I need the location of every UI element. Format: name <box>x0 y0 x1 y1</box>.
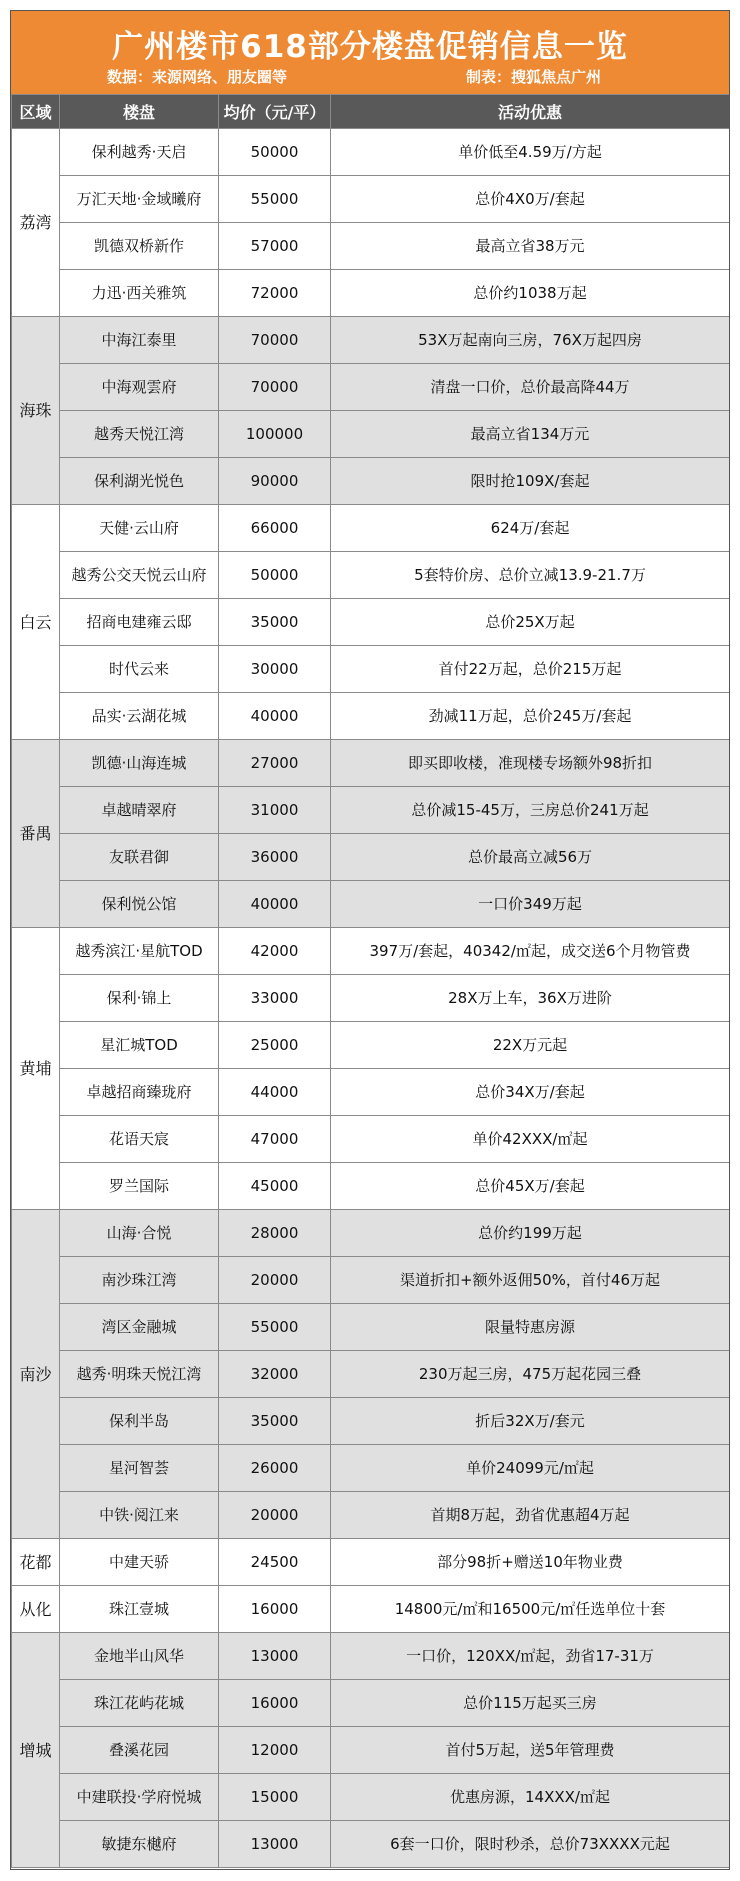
project-cell: 山海·合悦 <box>60 1210 219 1257</box>
promo-cell: 单价低至4.59万/方起 <box>331 129 730 176</box>
table-row <box>12 1398 730 1445</box>
promo-cell: 总价25X万起 <box>331 599 730 646</box>
promo-cell: 397万/套起，40342/㎡起，成交送6个月物管费 <box>331 928 730 975</box>
district-cell: 南沙 <box>12 1210 60 1539</box>
price-cell: 20000 <box>219 1492 331 1539</box>
promo-cell: 劲减11万起，总价245万/套起 <box>331 693 730 740</box>
project-cell: 越秀公交天悦云山府 <box>60 552 219 599</box>
table-row <box>12 1586 730 1633</box>
project-cell: 花语天宸 <box>60 1116 219 1163</box>
table-row <box>12 1492 730 1539</box>
table-header-row <box>12 95 730 129</box>
promo-cell: 总价34X万/套起 <box>331 1069 730 1116</box>
table-row <box>12 223 730 270</box>
price-cell: 45000 <box>219 1163 331 1210</box>
promo-cell: 单价24099元/㎡起 <box>331 1445 730 1492</box>
promo-cell: 6套一口价，限时秒杀，总价73XXXX元起 <box>331 1821 730 1868</box>
project-cell: 保利越秀·天启 <box>60 129 219 176</box>
district-cell: 海珠 <box>12 317 60 505</box>
project-cell: 星河智荟 <box>60 1445 219 1492</box>
promo-cell: 总价115万起买三房 <box>331 1680 730 1727</box>
promo-cell: 一口价349万起 <box>331 881 730 928</box>
promo-cell: 230万起三房，475万起花园三叠 <box>331 1351 730 1398</box>
price-cell: 50000 <box>219 129 331 176</box>
district-cell: 从化 <box>12 1586 60 1633</box>
project-cell: 中海观雲府 <box>60 364 219 411</box>
promo-cell: 限量特惠房源 <box>331 1304 730 1351</box>
price-cell: 16000 <box>219 1586 331 1633</box>
price-cell: 28000 <box>219 1210 331 1257</box>
promo-cell: 总价约199万起 <box>331 1210 730 1257</box>
promo-cell: 总价4X0万/套起 <box>331 176 730 223</box>
table-row <box>12 1633 730 1680</box>
project-cell: 湾区金融城 <box>60 1304 219 1351</box>
promo-cell: 一口价，120XX/㎡起，劲省17-31万 <box>331 1633 730 1680</box>
price-cell: 40000 <box>219 881 331 928</box>
district-cell: 黄埔 <box>12 928 60 1210</box>
promo-cell: 折后32X万/套元 <box>331 1398 730 1445</box>
price-cell: 55000 <box>219 176 331 223</box>
project-cell: 中铁·阅江来 <box>60 1492 219 1539</box>
maker-note: 制表：搜狐焦点广州 <box>466 68 602 86</box>
promo-cell: 最高立省134万元 <box>331 411 730 458</box>
table-body <box>12 129 730 1868</box>
column-header-promo: 活动优惠 <box>331 95 730 129</box>
promo-cell: 首期8万起，劲省优惠超4万起 <box>331 1492 730 1539</box>
project-cell: 保利·锦上 <box>60 975 219 1022</box>
table-row <box>12 505 730 552</box>
project-cell: 金地半山风华 <box>60 1633 219 1680</box>
project-cell: 叠溪花园 <box>60 1727 219 1774</box>
project-cell: 敏捷东樾府 <box>60 1821 219 1868</box>
promo-cell: 53X万起南向三房，76X万起四房 <box>331 317 730 364</box>
table-row <box>12 552 730 599</box>
table-row <box>12 1821 730 1868</box>
project-cell: 星汇城TOD <box>60 1022 219 1069</box>
project-cell: 珠江花屿花城 <box>60 1680 219 1727</box>
price-cell: 26000 <box>219 1445 331 1492</box>
promo-cell: 单价42XXX/㎡起 <box>331 1116 730 1163</box>
column-header-district: 区域 <box>12 95 60 129</box>
district-cell: 荔湾 <box>12 129 60 317</box>
table-row <box>12 834 730 881</box>
price-cell: 70000 <box>219 364 331 411</box>
price-cell: 15000 <box>219 1774 331 1821</box>
promo-cell: 部分98折+赠送10年物业费 <box>331 1539 730 1586</box>
table-row <box>12 1163 730 1210</box>
project-cell: 越秀滨江·星航TOD <box>60 928 219 975</box>
project-cell: 友联君御 <box>60 834 219 881</box>
promo-cell: 渠道折扣+额外返佣50%，首付46万起 <box>331 1257 730 1304</box>
table-row <box>12 1680 730 1727</box>
price-cell: 72000 <box>219 270 331 317</box>
table-row <box>12 1022 730 1069</box>
promo-cell: 清盘一口价，总价最高降44万 <box>331 364 730 411</box>
table-row <box>12 411 730 458</box>
column-header-price: 均价（元/平） <box>219 95 331 129</box>
table-row <box>12 1257 730 1304</box>
price-cell: 25000 <box>219 1022 331 1069</box>
table-row <box>12 1774 730 1821</box>
table-row <box>12 1116 730 1163</box>
price-cell: 35000 <box>219 599 331 646</box>
price-cell: 90000 <box>219 458 331 505</box>
table-row <box>12 787 730 834</box>
price-cell: 27000 <box>219 740 331 787</box>
project-cell: 卓越晴翠府 <box>60 787 219 834</box>
table-row <box>12 928 730 975</box>
price-cell: 16000 <box>219 1680 331 1727</box>
table-row <box>12 1445 730 1492</box>
project-cell: 罗兰国际 <box>60 1163 219 1210</box>
project-cell: 力迅·西关雅筑 <box>60 270 219 317</box>
project-cell: 万汇天地·金域曦府 <box>60 176 219 223</box>
table-row <box>12 364 730 411</box>
project-cell: 越秀天悦江湾 <box>60 411 219 458</box>
data-source-note: 数据：来源网络、朋友圈等 <box>107 68 288 86</box>
table-row <box>12 975 730 1022</box>
promo-cell: 624万/套起 <box>331 505 730 552</box>
project-cell: 中海江泰里 <box>60 317 219 364</box>
district-cell: 番禺 <box>12 740 60 928</box>
price-cell: 100000 <box>219 411 331 458</box>
promo-cell: 限时抢109X/套起 <box>331 458 730 505</box>
promo-cell: 最高立省38万元 <box>331 223 730 270</box>
project-cell: 保利湖光悦色 <box>60 458 219 505</box>
promo-cell: 首付5万起，送5年管理费 <box>331 1727 730 1774</box>
price-cell: 33000 <box>219 975 331 1022</box>
district-cell: 增城 <box>12 1633 60 1868</box>
promo-sheet <box>10 10 730 1870</box>
project-cell: 天健·云山府 <box>60 505 219 552</box>
price-cell: 50000 <box>219 552 331 599</box>
price-cell: 36000 <box>219 834 331 881</box>
project-cell: 时代云来 <box>60 646 219 693</box>
table-row <box>12 1304 730 1351</box>
price-cell: 31000 <box>219 787 331 834</box>
project-cell: 越秀·明珠天悦江湾 <box>60 1351 219 1398</box>
title-banner <box>11 11 729 94</box>
price-cell: 42000 <box>219 928 331 975</box>
price-cell: 13000 <box>219 1821 331 1868</box>
district-cell: 白云 <box>12 505 60 740</box>
price-cell: 30000 <box>219 646 331 693</box>
table-row <box>12 458 730 505</box>
promo-cell: 总价最高立减56万 <box>331 834 730 881</box>
price-cell: 20000 <box>219 1257 331 1304</box>
project-cell: 保利半岛 <box>60 1398 219 1445</box>
project-cell: 保利悦公馆 <box>60 881 219 928</box>
price-cell: 57000 <box>219 223 331 270</box>
promo-cell: 22X万元起 <box>331 1022 730 1069</box>
price-cell: 35000 <box>219 1398 331 1445</box>
price-cell: 44000 <box>219 1069 331 1116</box>
price-cell: 40000 <box>219 693 331 740</box>
price-cell: 13000 <box>219 1633 331 1680</box>
district-cell: 花都 <box>12 1539 60 1586</box>
project-cell: 凯德·山海连城 <box>60 740 219 787</box>
table-row <box>12 693 730 740</box>
promo-cell: 总价45X万/套起 <box>331 1163 730 1210</box>
table-row <box>12 176 730 223</box>
promo-cell: 首付22万起，总价215万起 <box>331 646 730 693</box>
table-row <box>12 646 730 693</box>
table-row <box>12 599 730 646</box>
promo-cell: 28X万上车，36X万进阶 <box>331 975 730 1022</box>
promo-cell: 即买即收楼，准现楼专场额外98折扣 <box>331 740 730 787</box>
table-row <box>12 1539 730 1586</box>
project-cell: 中建天骄 <box>60 1539 219 1586</box>
promo-cell: 优惠房源，14XXX/㎡起 <box>331 1774 730 1821</box>
project-cell: 品实·云湖花城 <box>60 693 219 740</box>
column-header-project: 楼盘 <box>60 95 219 129</box>
table-row <box>12 740 730 787</box>
table-row <box>12 1210 730 1257</box>
table-row <box>12 129 730 176</box>
promo-cell: 5套特价房、总价立减13.9-21.7万 <box>331 552 730 599</box>
table-row <box>12 881 730 928</box>
price-cell: 32000 <box>219 1351 331 1398</box>
price-cell: 24500 <box>219 1539 331 1586</box>
table-row <box>12 1727 730 1774</box>
price-cell: 12000 <box>219 1727 331 1774</box>
table-row <box>12 1351 730 1398</box>
promo-cell: 总价减15-45万，三房总价241万起 <box>331 787 730 834</box>
promo-table <box>11 94 730 1868</box>
page-title: 广州楼市618部分楼盘促销信息一览 <box>112 29 628 65</box>
table-row <box>12 317 730 364</box>
table-row <box>12 1069 730 1116</box>
promo-cell: 总价约1038万起 <box>331 270 730 317</box>
price-cell: 66000 <box>219 505 331 552</box>
promo-cell: 14800元/㎡和16500元/㎡任选单位十套 <box>331 1586 730 1633</box>
project-cell: 南沙珠江湾 <box>60 1257 219 1304</box>
price-cell: 47000 <box>219 1116 331 1163</box>
price-cell: 55000 <box>219 1304 331 1351</box>
price-cell: 70000 <box>219 317 331 364</box>
project-cell: 卓越招商臻珑府 <box>60 1069 219 1116</box>
table-row <box>12 270 730 317</box>
project-cell: 中建联投·学府悦城 <box>60 1774 219 1821</box>
project-cell: 珠江壹城 <box>60 1586 219 1633</box>
project-cell: 凯德双桥新作 <box>60 223 219 270</box>
project-cell: 招商电建雍云邸 <box>60 599 219 646</box>
